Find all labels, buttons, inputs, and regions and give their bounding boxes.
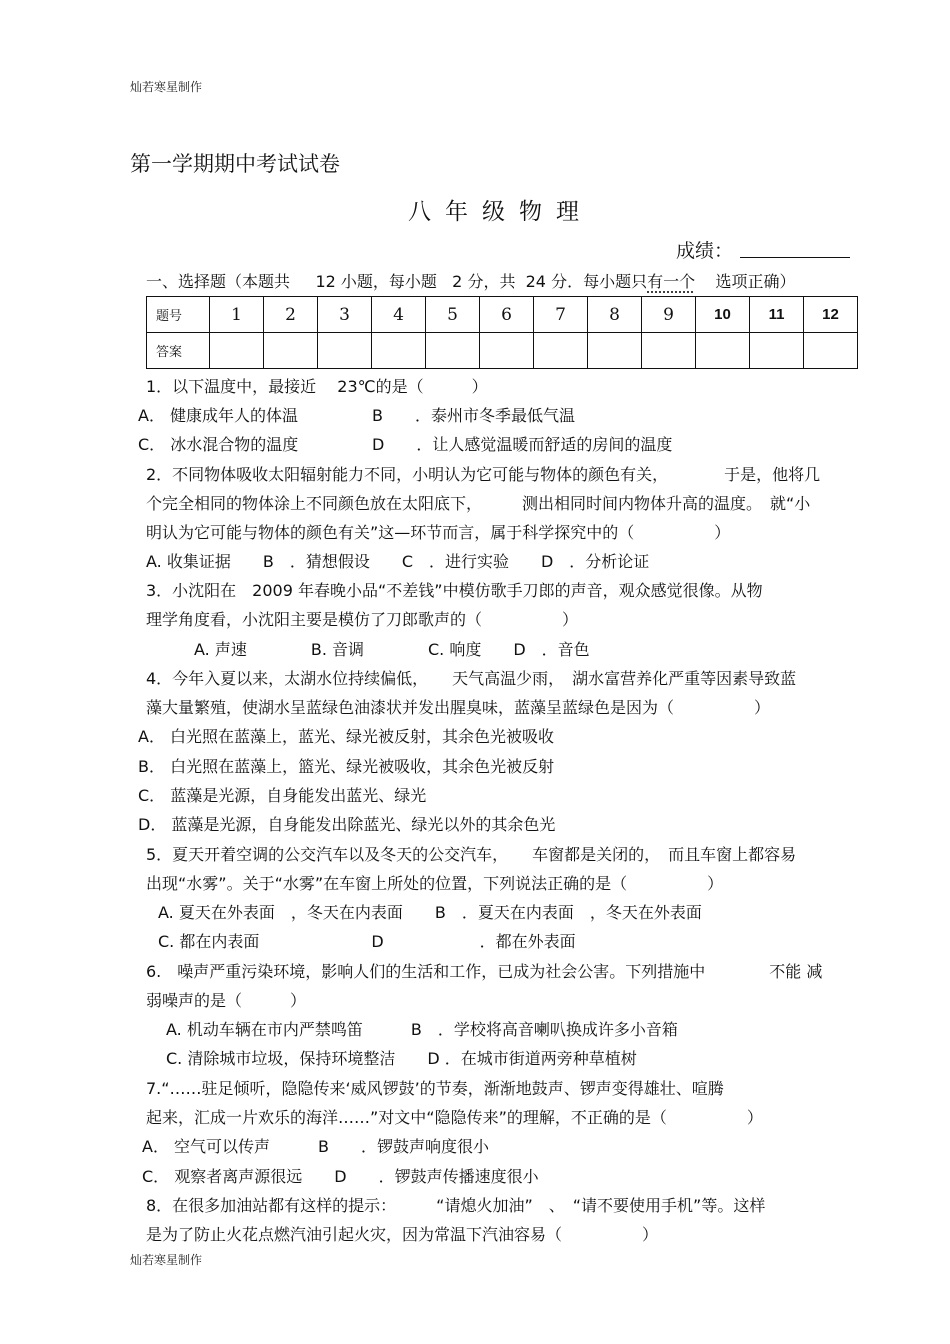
q6-options-ab: A. 机动车辆在市内严禁鸣笛 B ．学校将高音喇叭换成许多小音箱 (166, 1020, 678, 1039)
q1-option-a: A． 健康成年人的体温 (138, 406, 299, 425)
answer-cell[interactable] (372, 333, 426, 369)
answer-table-number: 3 (318, 297, 372, 333)
answer-table-number: 8 (588, 297, 642, 333)
q5-line-1: 5．夏天开着空调的公交汽车以及冬天的公交汽车， 车窗都是关闭的， 而且车窗上都容易 (146, 845, 797, 864)
answer-table-row-label: 题号 (147, 297, 210, 333)
answer-cell[interactable] (696, 333, 750, 369)
q2-line-3: 明认为它可能与物体的颜色有关”这—环节而言，属于科学探究中的（ ） (146, 523, 731, 542)
header-watermark: 灿若寒星制作 (130, 80, 203, 94)
answer-table-number-row (147, 297, 858, 333)
section1-intro (146, 272, 795, 292)
section1-intro-b: 12 小题，每小题 (315, 272, 437, 291)
answer-cell[interactable] (750, 333, 804, 369)
q2-line-1: 2．不同物体吸收太阳辐射能力不同，小明认为它可能与物体的颜色有关， 于是，他将几 (146, 465, 821, 484)
q8-line-2: 是为了防止火花点燃汽油引起火灾，因为常温下汽油容易（ ） (146, 1225, 659, 1244)
q1-stem: 1．以下温度中，最接近 23℃的是（ ） (146, 377, 488, 396)
answer-cell[interactable] (264, 333, 318, 369)
q3-line-2: 理学角度看，小沈阳主要是模仿了刀郎歌声的（ ） (146, 610, 579, 629)
q7-line-1: 7.“……驻足倾听，隐隐传来‘威风锣鼓’的节奏，渐渐地鼓声、锣声变得雄壮、喧腾 (146, 1079, 724, 1098)
answer-table-number: 1 (210, 297, 264, 333)
answer-table-number: 4 (372, 297, 426, 333)
q6-line-1: 6. 噪声严重污染环境，影响人们的生活和工作，已成为社会公害。下列措施中 不能 减 (146, 962, 823, 981)
q8-line-1: 8．在很多加油站都有这样的提示： “请熄火加油” 、 “请不要使用手机”等。这样 (146, 1196, 766, 1215)
q1-option-c: C． 冰水混合物的温度 (138, 435, 299, 454)
q3-options: A. 声速 B. 音调 C. 响度 D ．音色 (194, 640, 590, 659)
answer-table-number: 2 (264, 297, 318, 333)
answer-table-number: 6 (480, 297, 534, 333)
answer-cell[interactable] (642, 333, 696, 369)
q6-line-2: 弱噪声的是（ ） (146, 991, 307, 1010)
score-label: 成绩： (676, 240, 734, 262)
q2-line-2: 个完全相同的物体涂上不同颜色放在太阳底下， 测出相同时间内物体升高的温度。 就“小 (146, 494, 811, 513)
section1-intro-c: 2 分，共 (452, 272, 516, 291)
answer-cell[interactable] (426, 333, 480, 369)
answer-table-number: 7 (534, 297, 588, 333)
answer-cell[interactable] (210, 333, 264, 369)
answer-table-number: 12 (804, 297, 858, 333)
q4-line-1: 4．今年入夏以来，太湖水位持续偏低， 天气高温少雨， 湖水富营养化严重等因素导致蓝 (146, 669, 797, 688)
q4-option-d: D． 蓝藻是光源，自身能发出除蓝光、绿光以外的其余色光 (138, 815, 556, 834)
answer-cell[interactable] (804, 333, 858, 369)
section1-intro-a: 一、选择题（本题共 (146, 272, 291, 291)
answer-cell[interactable] (480, 333, 534, 369)
q4-line-2: 藻大量繁殖，使湖水呈蓝绿色油漆状并发出腥臭味，蓝藻呈蓝绿色是因为（ ） (146, 698, 771, 717)
answer-cell[interactable] (534, 333, 588, 369)
q5-options-ab: A. 夏天在外表面 ，冬天在内表面 B ．夏天在内表面 ，冬天在外表面 (158, 903, 702, 922)
q6-options-cd: C. 清除城市垃圾，保持环境整洁 D ．在城市街道两旁种草植树 (166, 1049, 637, 1068)
answer-table-answer-row (147, 333, 858, 369)
answer-table-row-label: 答案 (147, 333, 210, 369)
answer-table (146, 296, 858, 369)
q7-line-2: 起来，汇成一片欢乐的海洋……”对文中“隐隐传来”的理解，不正确的是（ ） (146, 1108, 763, 1127)
exam-title: 第一学期期中考试试卷 (130, 152, 340, 176)
q4-option-c: C． 蓝藻是光源，自身能发出蓝光、绿光 (138, 786, 427, 805)
answer-table-number: 10 (696, 297, 750, 333)
answer-table-number: 9 (642, 297, 696, 333)
q5-line-2: 出现“水雾”。关于“水雾”在车窗上所处的位置，下列说法正确的是（ ） (146, 874, 724, 893)
answer-cell[interactable] (318, 333, 372, 369)
q7-options-cd: C． 观察者离声源很远 D ．锣鼓声传播速度很小 (142, 1167, 539, 1186)
answer-table-number: 5 (426, 297, 480, 333)
q4-option-a: A． 白光照在蓝藻上，蓝光、绿光被反射，其余色光被吸收 (138, 727, 555, 746)
q1-option-b: B ．泰州市冬季最低气温 (372, 406, 575, 425)
section1-intro-emphasis: 有一个 (647, 272, 696, 291)
q5-options-cd: C. 都在内表面 D ．都在外表面 (158, 932, 576, 951)
q7-options-ab: A． 空气可以传声 B ．锣鼓声响度很小 (142, 1137, 490, 1156)
answer-cell[interactable] (588, 333, 642, 369)
subject-title: 八年级物理 (408, 199, 593, 225)
q1-option-d: D ．让人感觉温暖而舒适的房间的温度 (372, 435, 673, 454)
q4-option-b: B． 白光照在蓝藻上，篮光、绿光被吸收，其余色光被反射 (138, 757, 555, 776)
section1-intro-d: 24 分．每小题只 (525, 272, 648, 291)
answer-table-number: 11 (750, 297, 804, 333)
q2-options: A. 收集证据 B ．猜想假设 C ．进行实验 D ．分析论证 (146, 552, 650, 571)
score-blank[interactable] (740, 257, 850, 258)
section1-intro-e: 选项正确） (715, 272, 796, 291)
q3-line-1: 3．小沈阳在 2009 年春晚小品“不差钱”中模仿歌手刀郎的声音，观众感觉很像。从物 (146, 581, 763, 600)
footer-watermark: 灿若寒星制作 (130, 1253, 203, 1267)
